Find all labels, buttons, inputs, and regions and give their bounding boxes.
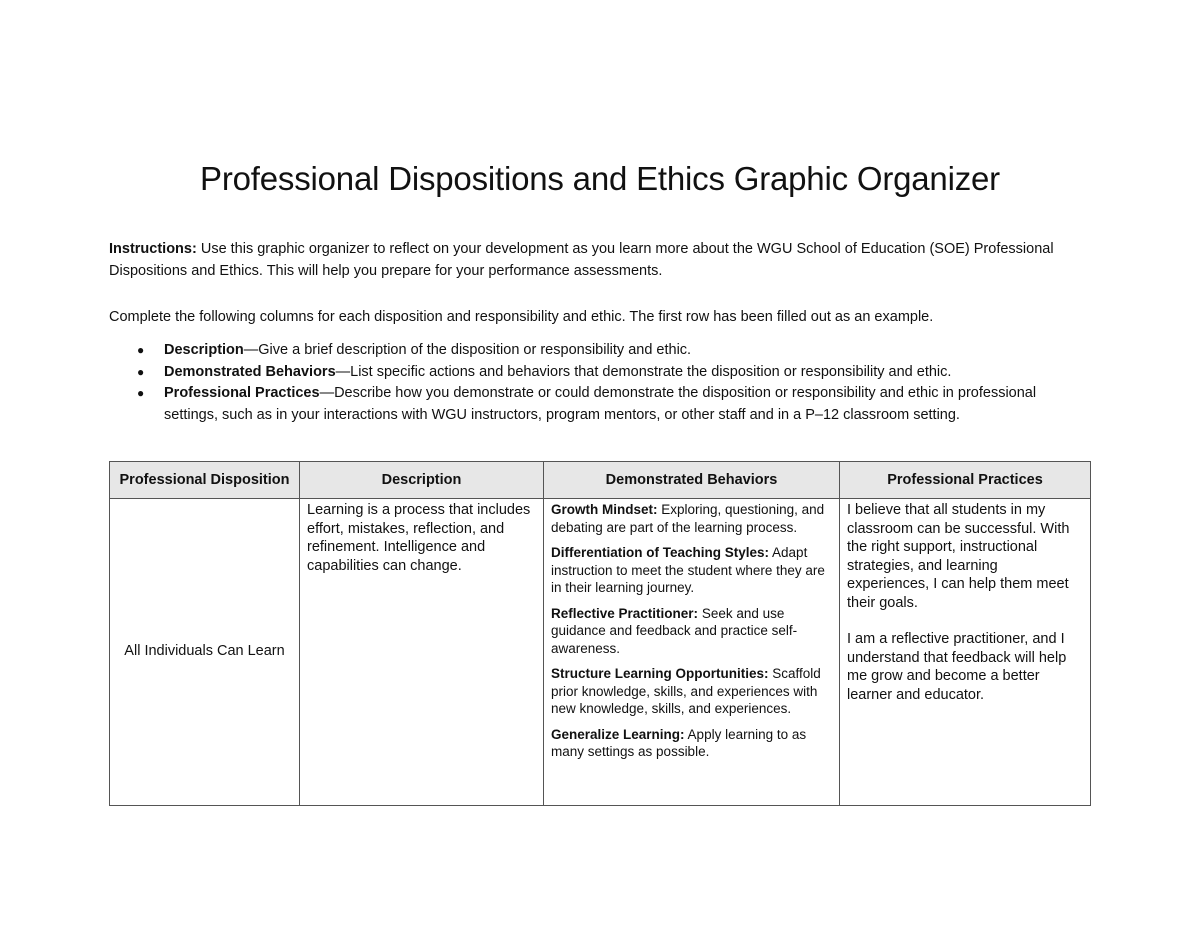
instructions-text: Use this graphic organizer to reflect on your development as you learn more about the WGU School of Education (SOE) Professional Dispositions and Ethics. This will help you prepare for your performance assessments. [109, 241, 1054, 279]
behavior-text: Adapt instruction to meet the student where they are in their learning journey. [551, 545, 825, 595]
behavior-text: Seek and use guidance and feedback and practice self-awareness. [551, 605, 798, 656]
bullet-text: —Describe how you demonstrate or could demonstrate the disposition or responsibility and ethic in professional settings, such as in your interactions with WGU instructors, program mentors, or other staff and in a P–12 classroom setting. [164, 385, 1037, 423]
behavior-text: Exploring, questioning, and debating are part of the learning process. [551, 502, 825, 535]
behavior-item [551, 605, 832, 658]
bullet-icon: ● [137, 364, 145, 379]
instructions-label: Instructions: [109, 241, 197, 257]
instructions-paragraph [109, 238, 1089, 282]
header-description: Description [300, 462, 544, 499]
graphic-organizer-table [109, 461, 1091, 806]
behavior-label: Growth Mindset: [551, 502, 658, 517]
header-professional-practices: Professional Practices [840, 462, 1091, 499]
disposition-cell: All Individuals Can Learn [110, 499, 300, 806]
description-cell: Learning is a process that includes effort, mistakes, reflection, and refinement. Intelligence and capabilities can change. [300, 499, 544, 806]
behavior-item [551, 544, 832, 597]
column-guide-list [109, 340, 1089, 426]
behavior-item [551, 501, 832, 536]
behavior-item [551, 665, 832, 718]
practices-cell [840, 499, 1091, 806]
behavior-item [551, 726, 832, 761]
list-item [109, 383, 1089, 426]
behavior-text: Scaffold prior knowledge, skills, and experiences with new knowledge, skills, and experiences. [551, 666, 821, 716]
page-title: Professional Dispositions and Ethics Graphic Organizer [200, 160, 1000, 197]
header-demonstrated-behaviors: Demonstrated Behaviors [544, 462, 840, 499]
behavior-label: Structure Learning Opportunities: [551, 666, 769, 681]
behavior-label: Reflective Practitioner: [551, 605, 699, 621]
bullet-icon: ● [137, 386, 145, 400]
table-row [110, 499, 1091, 806]
bullet-label: Professional Practices [164, 385, 320, 401]
header-professional-disposition: Professional Disposition [110, 462, 300, 499]
bullet-text: —Give a brief description of the disposition or responsibility and ethic. [243, 342, 692, 358]
behavior-label: Differentiation of Teaching Styles: [551, 545, 770, 560]
bullet-label: Description [164, 342, 244, 358]
behaviors-cell [544, 499, 840, 806]
bullet-text: —List specific actions and behaviors that demonstrate the disposition or responsibility and ethic. [335, 363, 952, 380]
list-item [109, 340, 1089, 362]
bullet-icon: ● [137, 343, 145, 357]
table-header-row [110, 462, 1091, 499]
list-item [109, 362, 1089, 384]
behavior-text: Apply learning to as many settings as possible. [551, 726, 807, 759]
practice-paragraph: I believe that all students in my classroom can be successful. With the right support, instructional strategies, and learning experiences, I can help them meet their goals. [847, 502, 1070, 611]
practice-paragraph: I am a reflective practitioner, and I understand that feedback will help me grow and become a better learner and educator. [847, 631, 1067, 703]
behavior-label: Generalize Learning: [551, 726, 685, 742]
complete-columns-text: Complete the following columns for each disposition and responsibility and ethic. The first row has been filled out as an example. [109, 309, 934, 325]
bullet-label: Demonstrated Behaviors [164, 363, 336, 380]
